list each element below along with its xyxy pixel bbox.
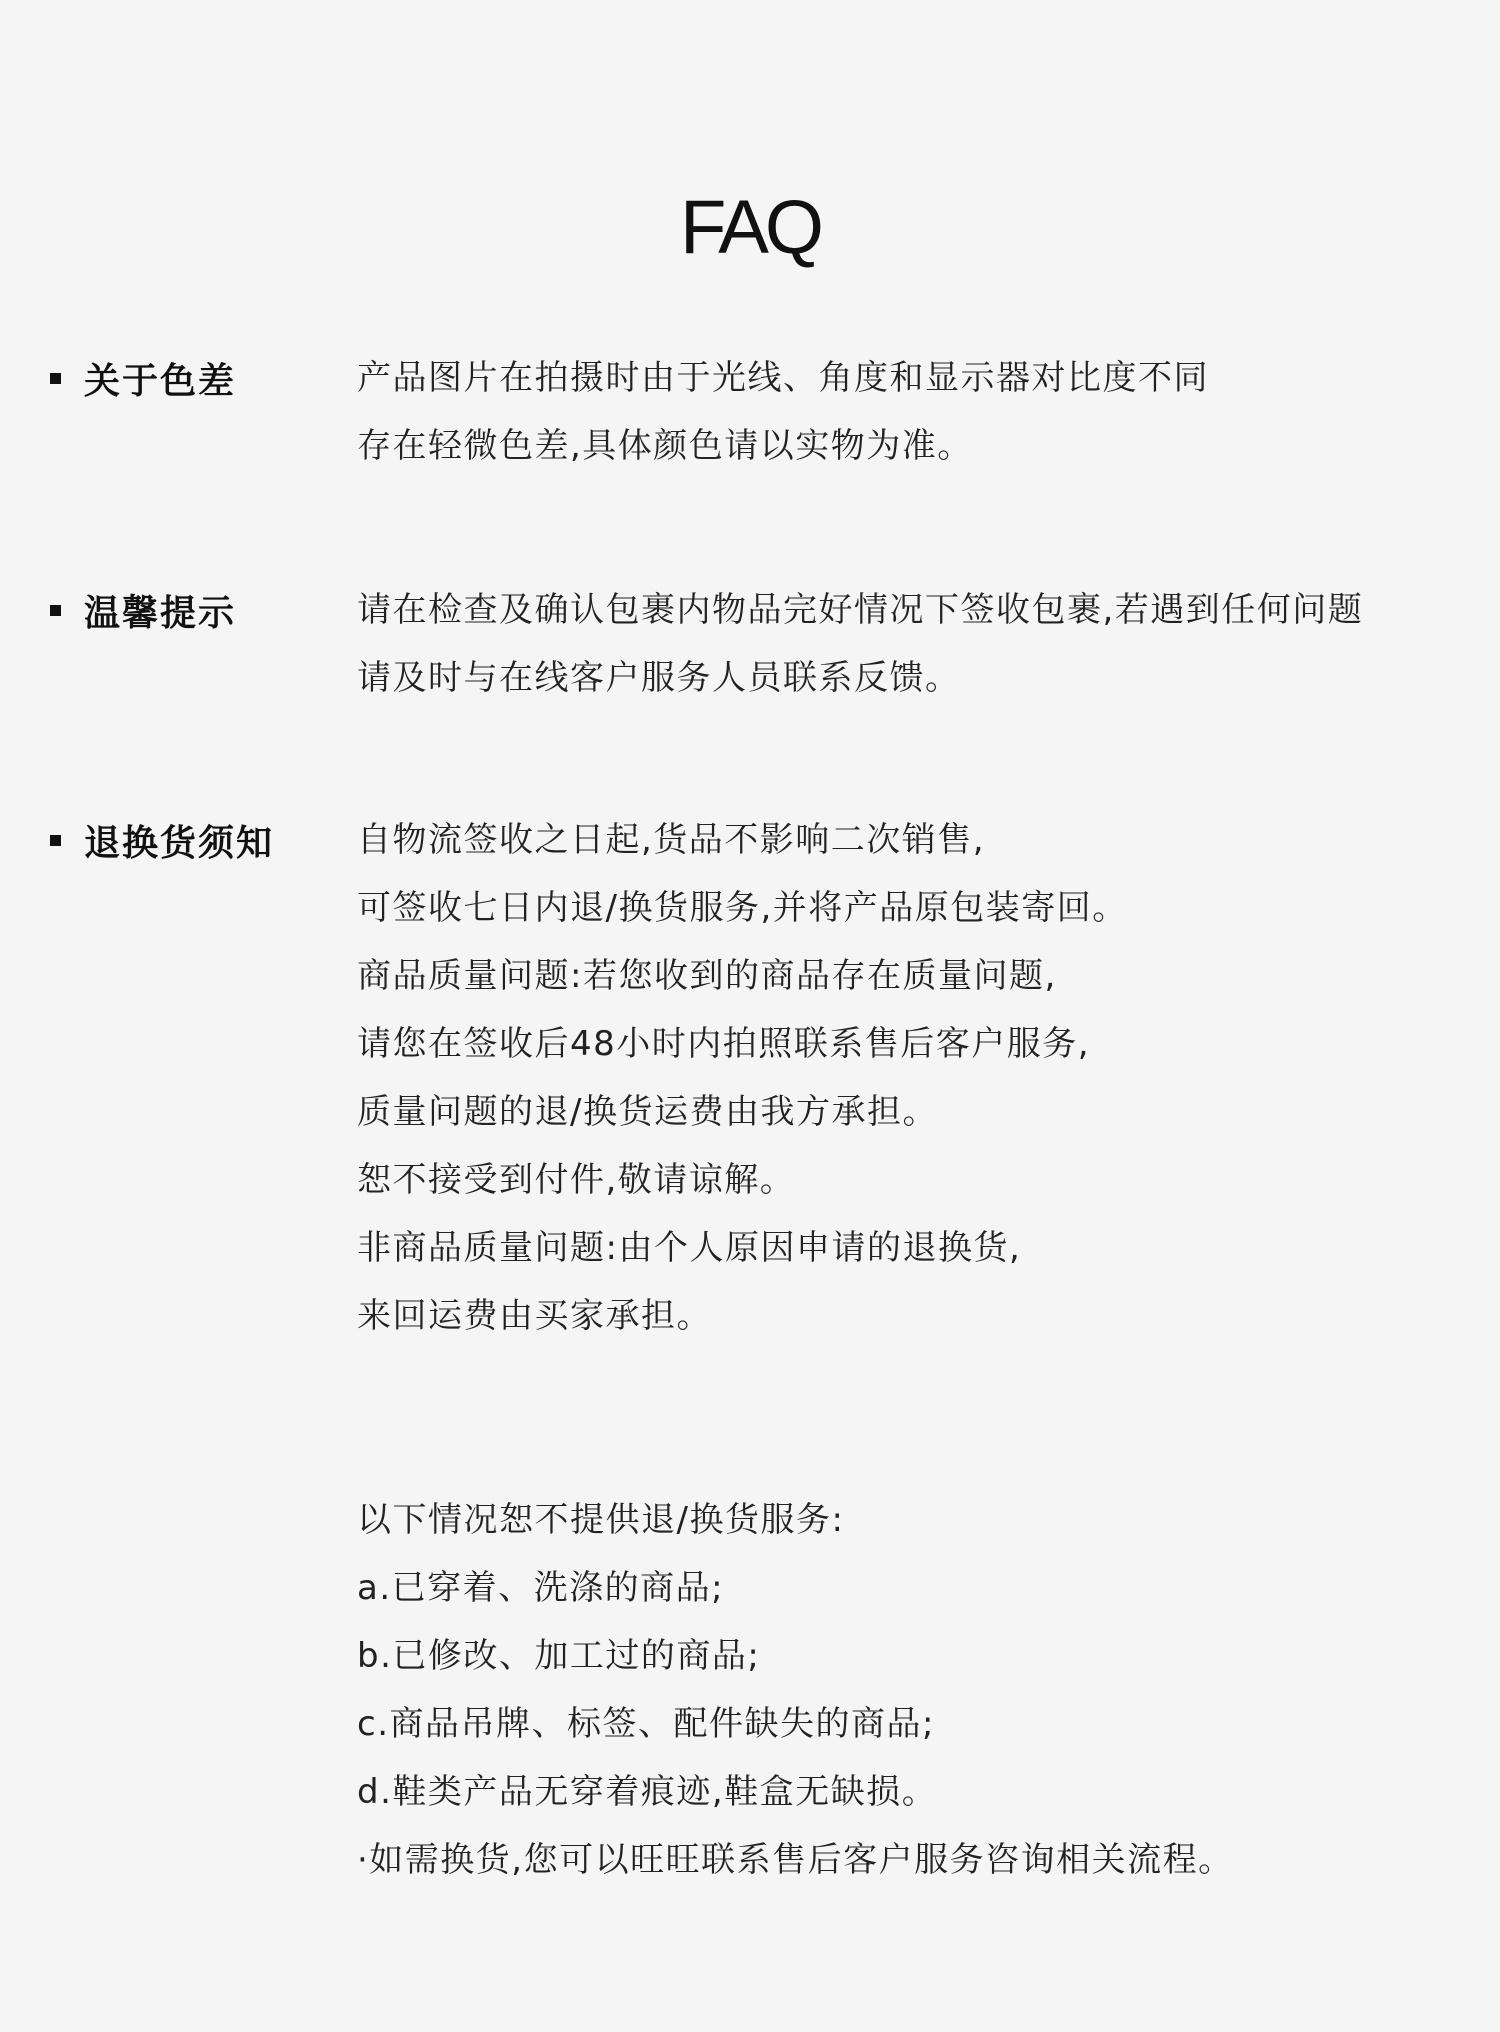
- body-line: 来回运费由买家承担。: [357, 1296, 712, 1336]
- section-label-text: 温馨提示: [84, 592, 237, 634]
- section-body: [357, 576, 1477, 712]
- exclusion-item: b.已修改、加工过的商品;: [357, 1636, 761, 1676]
- section-label: [50, 576, 236, 644]
- exclusions-body: [357, 1486, 1477, 1894]
- body-line: 自物流签收之日起,货品不影响二次销售,: [357, 820, 986, 860]
- exclusion-item: c.商品吊牌、标签、配件缺失的商品;: [357, 1704, 935, 1744]
- section-label: [50, 344, 236, 412]
- body-line: 存在轻微色差,具体颜色请以实物为准。: [357, 426, 973, 466]
- body-line: 请在检查及确认包裹内物品完好情况下签收包裹,若遇到任何问题: [357, 590, 1364, 630]
- bullet-icon: [50, 605, 61, 616]
- section-body: [357, 344, 1477, 480]
- exclusions-heading: 以下情况恕不提供退/换货服务:: [357, 1500, 845, 1540]
- bullet-icon: [50, 373, 61, 384]
- section-label-text: 关于色差: [84, 360, 237, 402]
- body-line: 可签收七日内退/换货服务,并将产品原包装寄回。: [357, 888, 1128, 928]
- body-line: 恕不接受到付件,敬请谅解。: [357, 1160, 796, 1200]
- body-line: 非商品质量问题:由个人原因申请的退换货,: [357, 1228, 1022, 1268]
- section-label: [50, 806, 274, 874]
- exclusion-note: ·如需换货,您可以旺旺联系售后客户服务咨询相关流程。: [357, 1840, 1234, 1880]
- bullet-icon: [50, 835, 61, 846]
- section-label-text: 退换货须知: [84, 822, 275, 864]
- exclusion-item: a.已穿着、洗涤的商品;: [357, 1568, 725, 1608]
- page-title: FAQ: [679, 185, 821, 270]
- body-line: 请您在签收后48小时内拍照联系售后客户服务,: [357, 1024, 1091, 1064]
- body-line: 质量问题的退/换货运费由我方承担。: [357, 1092, 938, 1132]
- section-body: [357, 806, 1477, 1350]
- exclusion-item: d.鞋类产品无穿着痕迹,鞋盒无缺损。: [357, 1772, 938, 1812]
- body-line: 请及时与在线客户服务人员联系反馈。: [357, 658, 961, 698]
- body-line: 商品质量问题:若您收到的商品存在质量问题,: [357, 956, 1057, 996]
- body-line: 产品图片在拍摄时由于光线、角度和显示器对比度不同: [357, 358, 1209, 398]
